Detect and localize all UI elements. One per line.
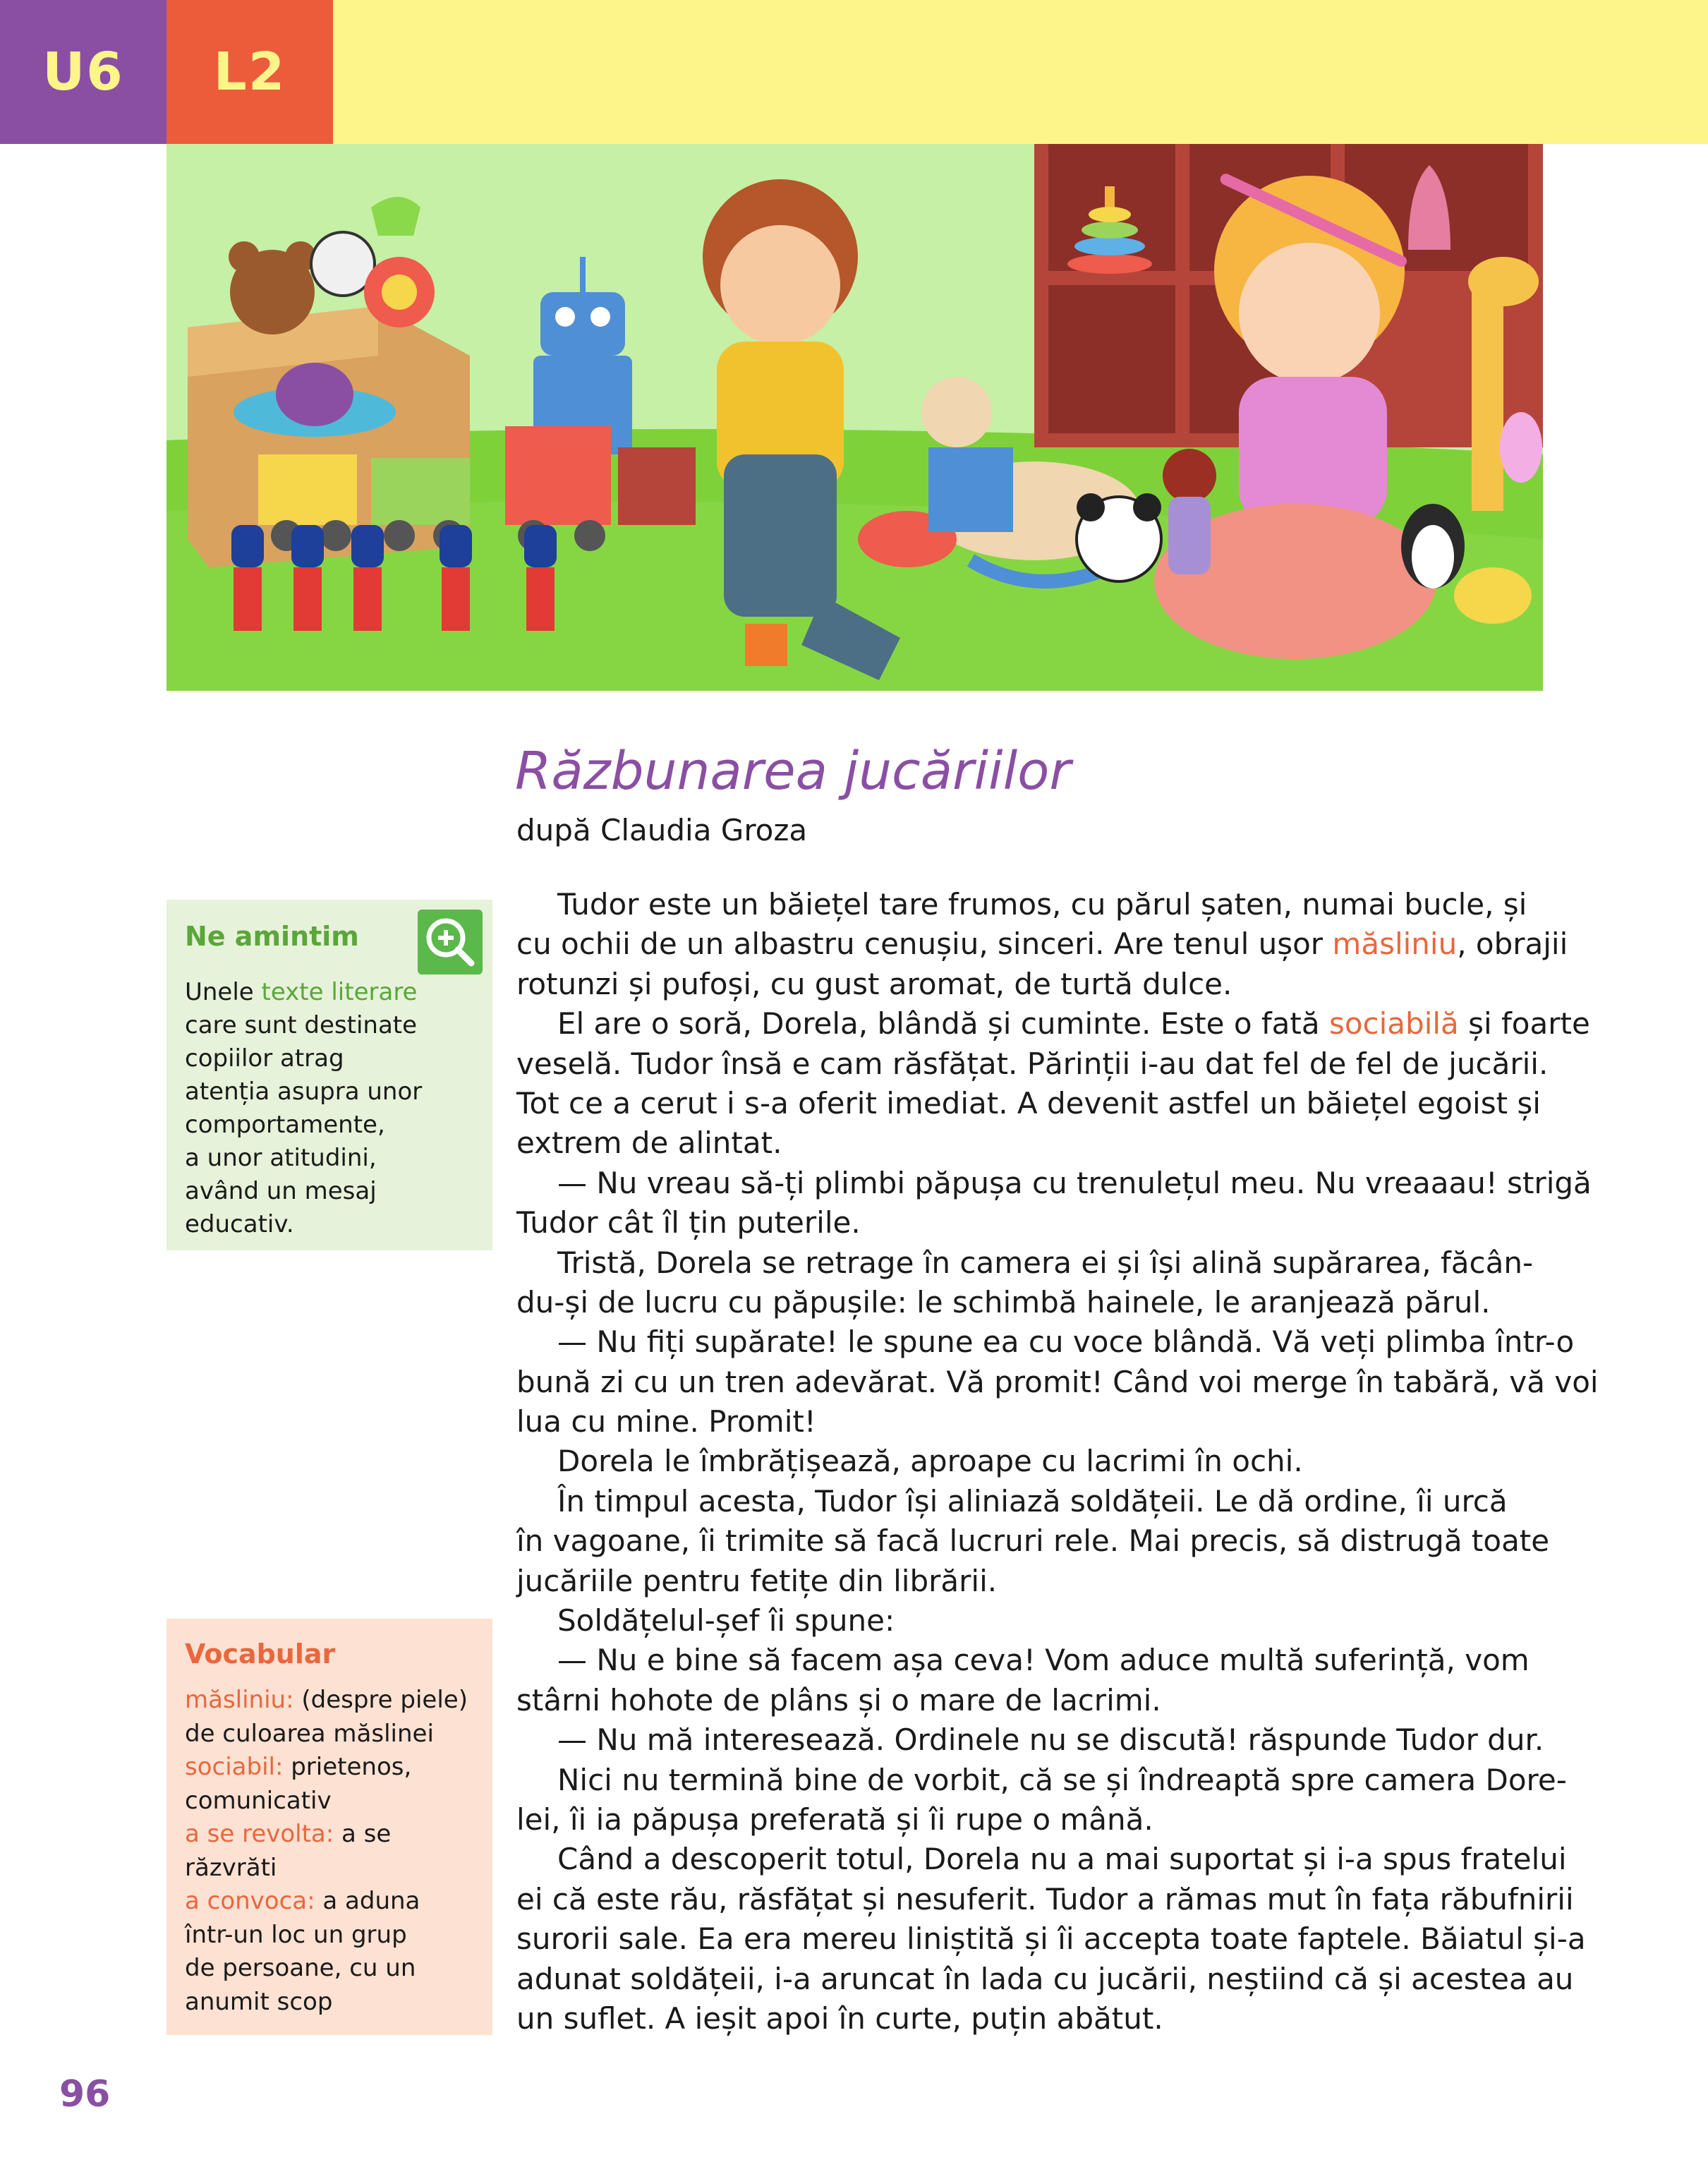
remember-line: atenția asupra unor (185, 1078, 423, 1106)
remember-line: copiilor atrag (185, 1044, 344, 1073)
story-line: veselă. Tudor însă e cam răsfățat. Părinții i-au dat fel de fel de jucării. (516, 1046, 1549, 1081)
vocabulary-line: de persoane, cu un (185, 1954, 416, 1982)
story-line: Dorela le îmbrățișează, aproape cu lacrimi în ochi. (557, 1444, 1303, 1479)
remember-box (166, 900, 492, 1250)
vocabulary-list (185, 1684, 488, 2019)
story-line: Tudor cât îl țin puterile. (516, 1205, 861, 1241)
story-line: un suflet. A ieșit apoi în curte, puțin abătut. (516, 2000, 1163, 2036)
story-line: — Nu mă interesează. Ordinele nu se discută! răspunde Tudor dur. (557, 1722, 1544, 1758)
vocabulary-line: răzvrăti (185, 1853, 277, 1882)
story-line: Nici nu termină bine de vorbit, că se și îndreaptă spre camera Dore- (557, 1762, 1567, 1797)
lesson-badge (166, 0, 333, 144)
story-line: Tot ce a cerut i s-a oferit imediat. A devenit astfel un băiețel egoist și (516, 1085, 1541, 1121)
remember-line: Unele texte literare (185, 978, 418, 1006)
vocabulary-title: Vocabular (185, 1638, 336, 1670)
remember-line: având un mesaj (185, 1177, 377, 1205)
story-line: bună zi cu un tren adevărat. Vă promit! Când voi merge în tabără, vă voi (516, 1364, 1599, 1399)
story-line: lua cu mine. Promit! (516, 1404, 816, 1439)
vocabulary-line: măsliniu: (despre piele) (185, 1686, 468, 1714)
remember-line: comportamente, (185, 1111, 385, 1139)
vocabulary-line: anumit scop (185, 1987, 333, 2016)
story-line: extrem de alintat. (516, 1125, 782, 1161)
story-illustration (166, 144, 1543, 691)
unit-badge (0, 0, 166, 144)
story-line: lei, îi ia păpușa preferată și îi rupe o mână. (516, 1801, 1153, 1837)
remember-title: Ne amintim (185, 921, 359, 952)
story-line: adunat soldățeii, i-a aruncat în lada cu jucării, neștiind că și acestea au (516, 1961, 1574, 1996)
story-line: — Nu fiți supărate! le spune ea cu voce blândă. Vă veți plimba într-o (557, 1324, 1575, 1360)
remember-line: educativ. (185, 1210, 294, 1238)
story-author: după Claudia Groza (516, 813, 808, 847)
vocabulary-line: a se revolta: a se (185, 1820, 392, 1848)
story-line: ei că este rău, răsfățat și nesuferit. Tudor a rămas mut în fața răbufnirii (516, 1881, 1574, 1917)
vocabulary-line: sociabil: prietenos, (185, 1753, 412, 1781)
vocab-term-sociabila: sociabilă (1328, 1006, 1459, 1042)
story-line: El are o soră, Dorela, blândă și cuminte. Este o fată sociabilă și foarte (557, 1006, 1590, 1042)
remember-text (185, 976, 481, 1241)
story-line: jucăriile pentru fetițe din librării. (516, 1563, 998, 1598)
vocabulary-box (166, 1619, 492, 2035)
vocabulary-line: de culoarea măslinei (185, 1719, 434, 1748)
story-line: Tristă, Dorela se retrage în camera ei și își alină supărarea, făcân- (557, 1245, 1534, 1280)
story-line: du-și de lucru cu păpușile: le schimbă hainele, le aranjează părul. (516, 1284, 1491, 1320)
vocabulary-line: într-un loc un grup (185, 1920, 407, 1949)
story-line: În timpul acesta, Tudor își aliniază soldățeii. Le dă ordine, îi urcă (557, 1483, 1508, 1519)
page-number: 96 (59, 2073, 111, 2115)
story-line: Soldățelul-șef îi spune: (557, 1603, 895, 1638)
story-line: Tudor este un băiețel tare frumos, cu părul șaten, numai bucle, și (557, 887, 1527, 922)
vocabulary-line: a convoca: a aduna (185, 1887, 420, 1915)
remember-line: a unor atitudini, (185, 1144, 377, 1172)
remember-line: care sunt destinate (185, 1011, 418, 1039)
vocabulary-line: comunicativ (185, 1786, 332, 1815)
story-line: surorii sale. Ea era mereu liniștită și îi accepta toate faptele. Băiatul și-a (516, 1921, 1586, 1957)
zoom-in-icon (418, 910, 483, 974)
story-title: Răzbunarea jucăriilor (515, 741, 1071, 802)
story-line: cu ochii de un albastru cenușiu, sinceri. Are tenul ușor măsliniu, obrajii (516, 926, 1568, 962)
story-line: — Nu vreau să-ți plimbi păpușa cu trenulețul meu. Nu vreaaau! strigă (557, 1165, 1592, 1200)
story-line: în vagoane, îi trimite să facă lucruri rele. Mai precis, să distrugă toate (516, 1523, 1550, 1559)
remember-term: texte literare (261, 978, 418, 1006)
story-line: Când a descoperit totul, Dorela nu a mai suportat și i-a spus fratelui (557, 1842, 1567, 1877)
story-line: — Nu e bine să facem așa ceva! Vom aduce multă suferință, vom (557, 1643, 1530, 1678)
story-line: stârni hohote de plâns și o mare de lacrimi. (516, 1682, 1161, 1718)
story-text (516, 885, 1599, 2039)
story-line: rotunzi și pufoși, cu gust aromat, de turtă dulce. (516, 966, 1232, 1001)
unit-label: U6 (42, 42, 124, 102)
vocab-term-masliniu: măsliniu (1332, 926, 1458, 962)
lesson-label: L2 (213, 42, 286, 102)
